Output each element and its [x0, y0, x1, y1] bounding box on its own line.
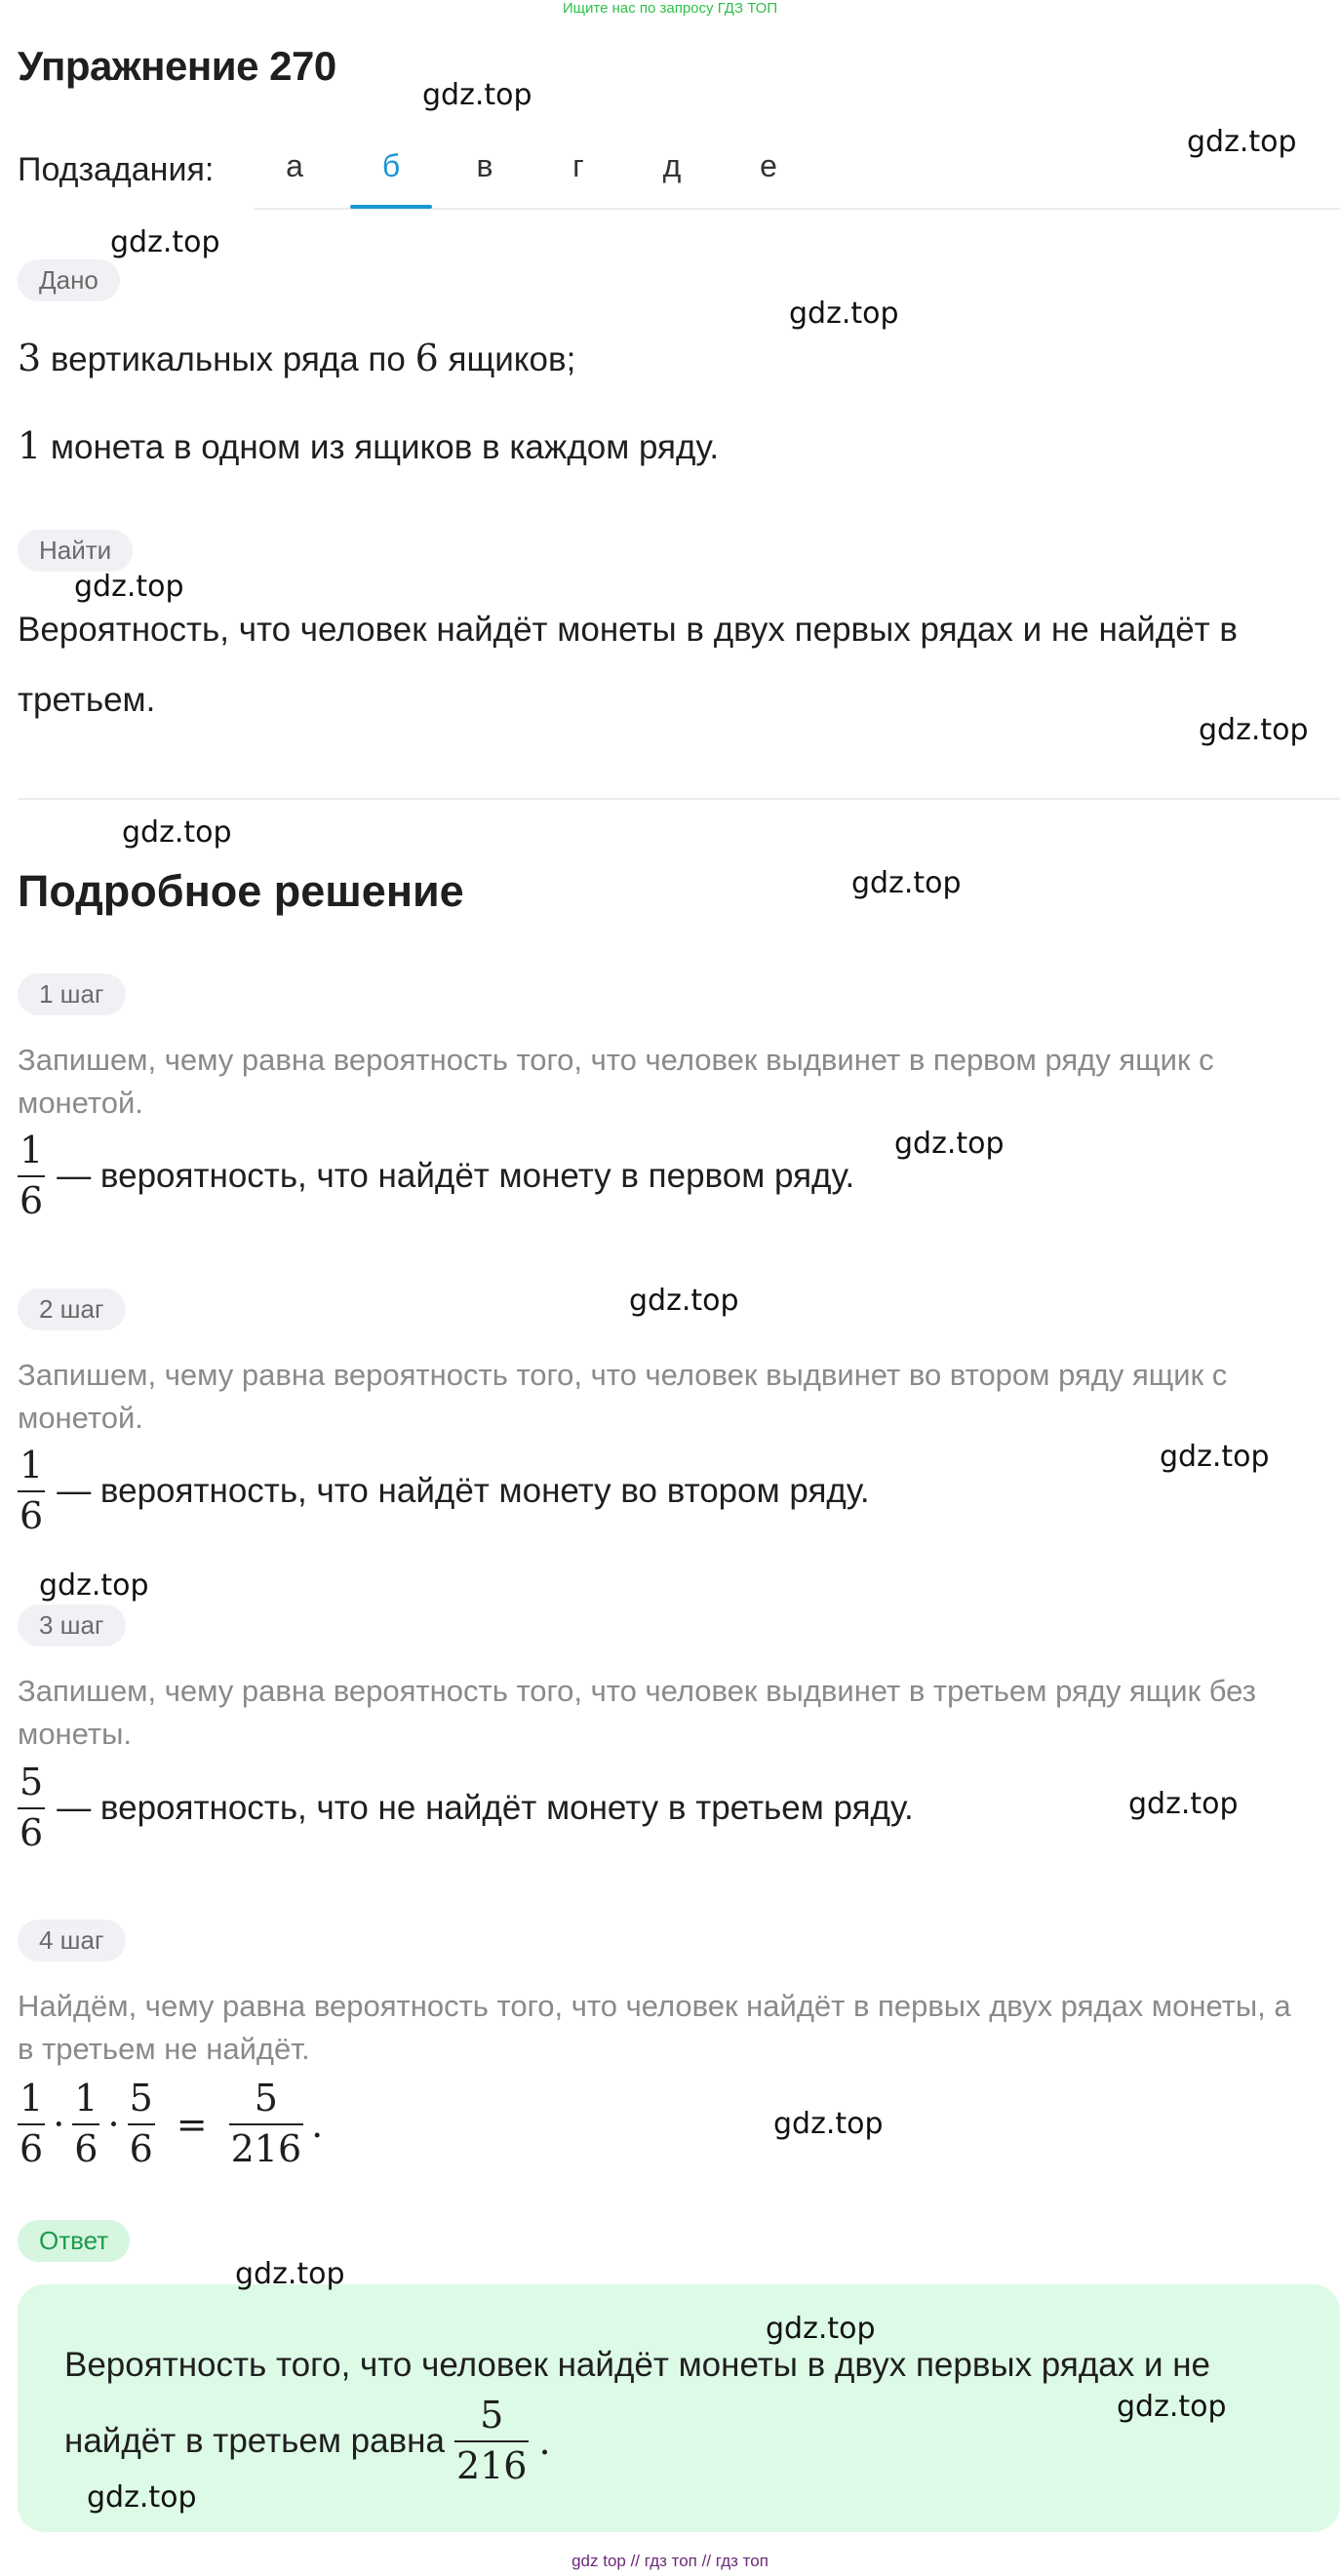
- tab-a[interactable]: а: [286, 148, 303, 183]
- tab-v[interactable]: в: [476, 148, 493, 183]
- numerator: 5: [480, 2394, 504, 2437]
- numerator: 1: [20, 1444, 44, 1486]
- answer-line-1: Вероятность того, что человек найдёт монеты в двух первых рядах и не: [64, 2346, 1211, 2384]
- active-tab-indicator: [350, 205, 432, 209]
- period: .: [538, 2419, 551, 2463]
- watermark: gdz.top: [789, 297, 899, 331]
- find-line-2: третьем.: [18, 681, 156, 719]
- answer-badge: Ответ: [18, 2220, 130, 2262]
- step-2-fraction: [18, 1445, 45, 1537]
- denominator: 6: [74, 2126, 99, 2170]
- step-4-description: [18, 1985, 1334, 2071]
- multiply-sign: ·: [53, 2102, 65, 2146]
- watermark: gdz.top: [87, 2480, 197, 2515]
- tab-b[interactable]: б: [381, 148, 401, 183]
- multiply-sign: ·: [107, 2102, 120, 2146]
- step-1-fraction: [18, 1129, 45, 1222]
- step-3-desc-line-1: Запишем, чему равна вероятность того, что человек выдвинет в третьем ряду ящик без: [18, 1674, 1256, 1708]
- watermark: gdz.top: [629, 1284, 739, 1318]
- step-4-product: [18, 2078, 323, 2170]
- watermark: gdz.top: [235, 2257, 345, 2291]
- find-badge: Найти: [18, 530, 133, 572]
- step-2-result-text: — вероятность, что найдёт монету во втором ряду.: [57, 1471, 870, 1510]
- watermark: gdz.top: [122, 815, 232, 850]
- watermark: gdz.top: [1199, 713, 1309, 747]
- fraction-bar: [128, 2123, 155, 2125]
- watermark: gdz.top: [422, 78, 532, 112]
- product-factor-3: [128, 2078, 155, 2170]
- watermark: gdz.top: [74, 570, 184, 604]
- step-1-description: [18, 1039, 1334, 1125]
- tab-d[interactable]: д: [662, 148, 682, 183]
- given-line-2-text: монета в одном из ящиков в каждом ряду.: [50, 428, 720, 466]
- watermark: gdz.top: [110, 225, 220, 259]
- step-2-description: [18, 1354, 1334, 1440]
- step-2-result: [18, 1445, 870, 1537]
- fraction-bar: [18, 2123, 45, 2125]
- watermark: gdz.top: [773, 2107, 884, 2141]
- step-4-badge: 4 шаг: [18, 1920, 126, 1962]
- period: .: [311, 2102, 324, 2146]
- tab-g[interactable]: г: [572, 148, 584, 183]
- fraction-bar: [18, 1175, 45, 1177]
- step-1-result: [18, 1129, 854, 1222]
- numerator: 5: [254, 2077, 278, 2120]
- footer-links[interactable]: gdz top // гдз топ // гдз топ: [571, 2552, 769, 2570]
- numerator: 5: [129, 2077, 153, 2120]
- step-3-result-text: — вероятность, что не найдёт монету в третьем ряду.: [57, 1788, 914, 1827]
- denominator: 216: [455, 2443, 528, 2487]
- step-1-result-text: — вероятность, что найдёт монету в первом ряду.: [57, 1156, 855, 1195]
- fraction-bar: [229, 2123, 304, 2125]
- given-rows-count: 3: [18, 337, 42, 379]
- step-1-desc-line-1: Запишем, чему равна вероятность того, что человек выдвинет в первом ряду ящик с: [18, 1043, 1214, 1077]
- step-1-desc-line-2: монетой.: [18, 1086, 143, 1120]
- denominator: 6: [20, 1178, 44, 1222]
- answer-line-2: [64, 2395, 551, 2487]
- watermark: gdz.top: [851, 866, 962, 900]
- product-factor-2: [72, 2078, 99, 2170]
- fraction-bar: [454, 2440, 530, 2442]
- fraction-bar: [72, 2123, 99, 2125]
- search-banner: Ищите нас по запросу ГДЗ ТОП: [562, 0, 778, 17]
- watermark: gdz.top: [1160, 1440, 1270, 1474]
- numerator: 1: [20, 1129, 44, 1171]
- step-1-badge: 1 шаг: [18, 973, 126, 1015]
- subtasks-label: Подзадания:: [18, 151, 215, 188]
- numerator: 1: [20, 2077, 44, 2120]
- tab-e[interactable]: е: [760, 148, 777, 183]
- fraction-bar: [18, 1490, 45, 1492]
- step-3-result: [18, 1762, 914, 1854]
- given-line-1: [18, 337, 575, 379]
- denominator: 6: [20, 1493, 44, 1537]
- equals-sign: =: [176, 2102, 208, 2146]
- watermark: gdz.top: [39, 1568, 149, 1603]
- denominator: 6: [20, 2126, 44, 2170]
- product-factor-1: [18, 2078, 45, 2170]
- page-title: Упражнение 270: [18, 43, 336, 89]
- solution-title: Подробное решение: [18, 866, 464, 916]
- given-badge: Дано: [18, 259, 120, 301]
- fraction-bar: [18, 1807, 45, 1809]
- numerator: 5: [20, 1761, 44, 1803]
- step-2-badge: 2 шаг: [18, 1288, 126, 1330]
- given-line-2: [18, 424, 719, 467]
- denominator: 6: [129, 2126, 153, 2170]
- step-3-fraction: [18, 1762, 45, 1854]
- watermark: gdz.top: [766, 2312, 876, 2346]
- step-4-desc-line-2: в третьем не найдёт.: [18, 2032, 310, 2066]
- step-4-desc-line-1: Найдём, чему равна вероятность того, что человек найдёт в первых двух рядах монеты, а: [18, 1989, 1291, 2023]
- watermark: gdz.top: [1187, 125, 1297, 159]
- watermark: gdz.top: [1128, 1787, 1239, 1821]
- answer-fraction: [454, 2395, 530, 2487]
- step-3-desc-line-2: монеты.: [18, 1717, 132, 1751]
- given-line-1-end: ящиков;: [448, 340, 576, 378]
- answer-line-2-text: найдёт в третьем равна: [64, 2421, 445, 2460]
- step-2-desc-line-2: монетой.: [18, 1401, 143, 1435]
- section-divider: [18, 798, 1340, 800]
- denominator: 216: [230, 2126, 302, 2170]
- watermark: gdz.top: [1117, 2390, 1227, 2424]
- given-line-1-mid: вертикальных ряда по: [50, 340, 406, 378]
- numerator: 1: [74, 2077, 99, 2120]
- find-line-1: Вероятность, что человек найдёт монеты в двух первых рядах и не найдёт в: [18, 611, 1239, 649]
- step-2-desc-line-1: Запишем, чему равна вероятность того, что человек выдвинет во втором ряду ящик с: [18, 1358, 1228, 1392]
- given-coin-count: 1: [18, 424, 42, 467]
- step-3-description: [18, 1670, 1334, 1756]
- denominator: 6: [20, 1810, 44, 1854]
- step-3-badge: 3 шаг: [18, 1605, 126, 1646]
- watermark: gdz.top: [894, 1127, 1005, 1161]
- product-result: [229, 2078, 304, 2170]
- given-boxes-count: 6: [414, 337, 439, 379]
